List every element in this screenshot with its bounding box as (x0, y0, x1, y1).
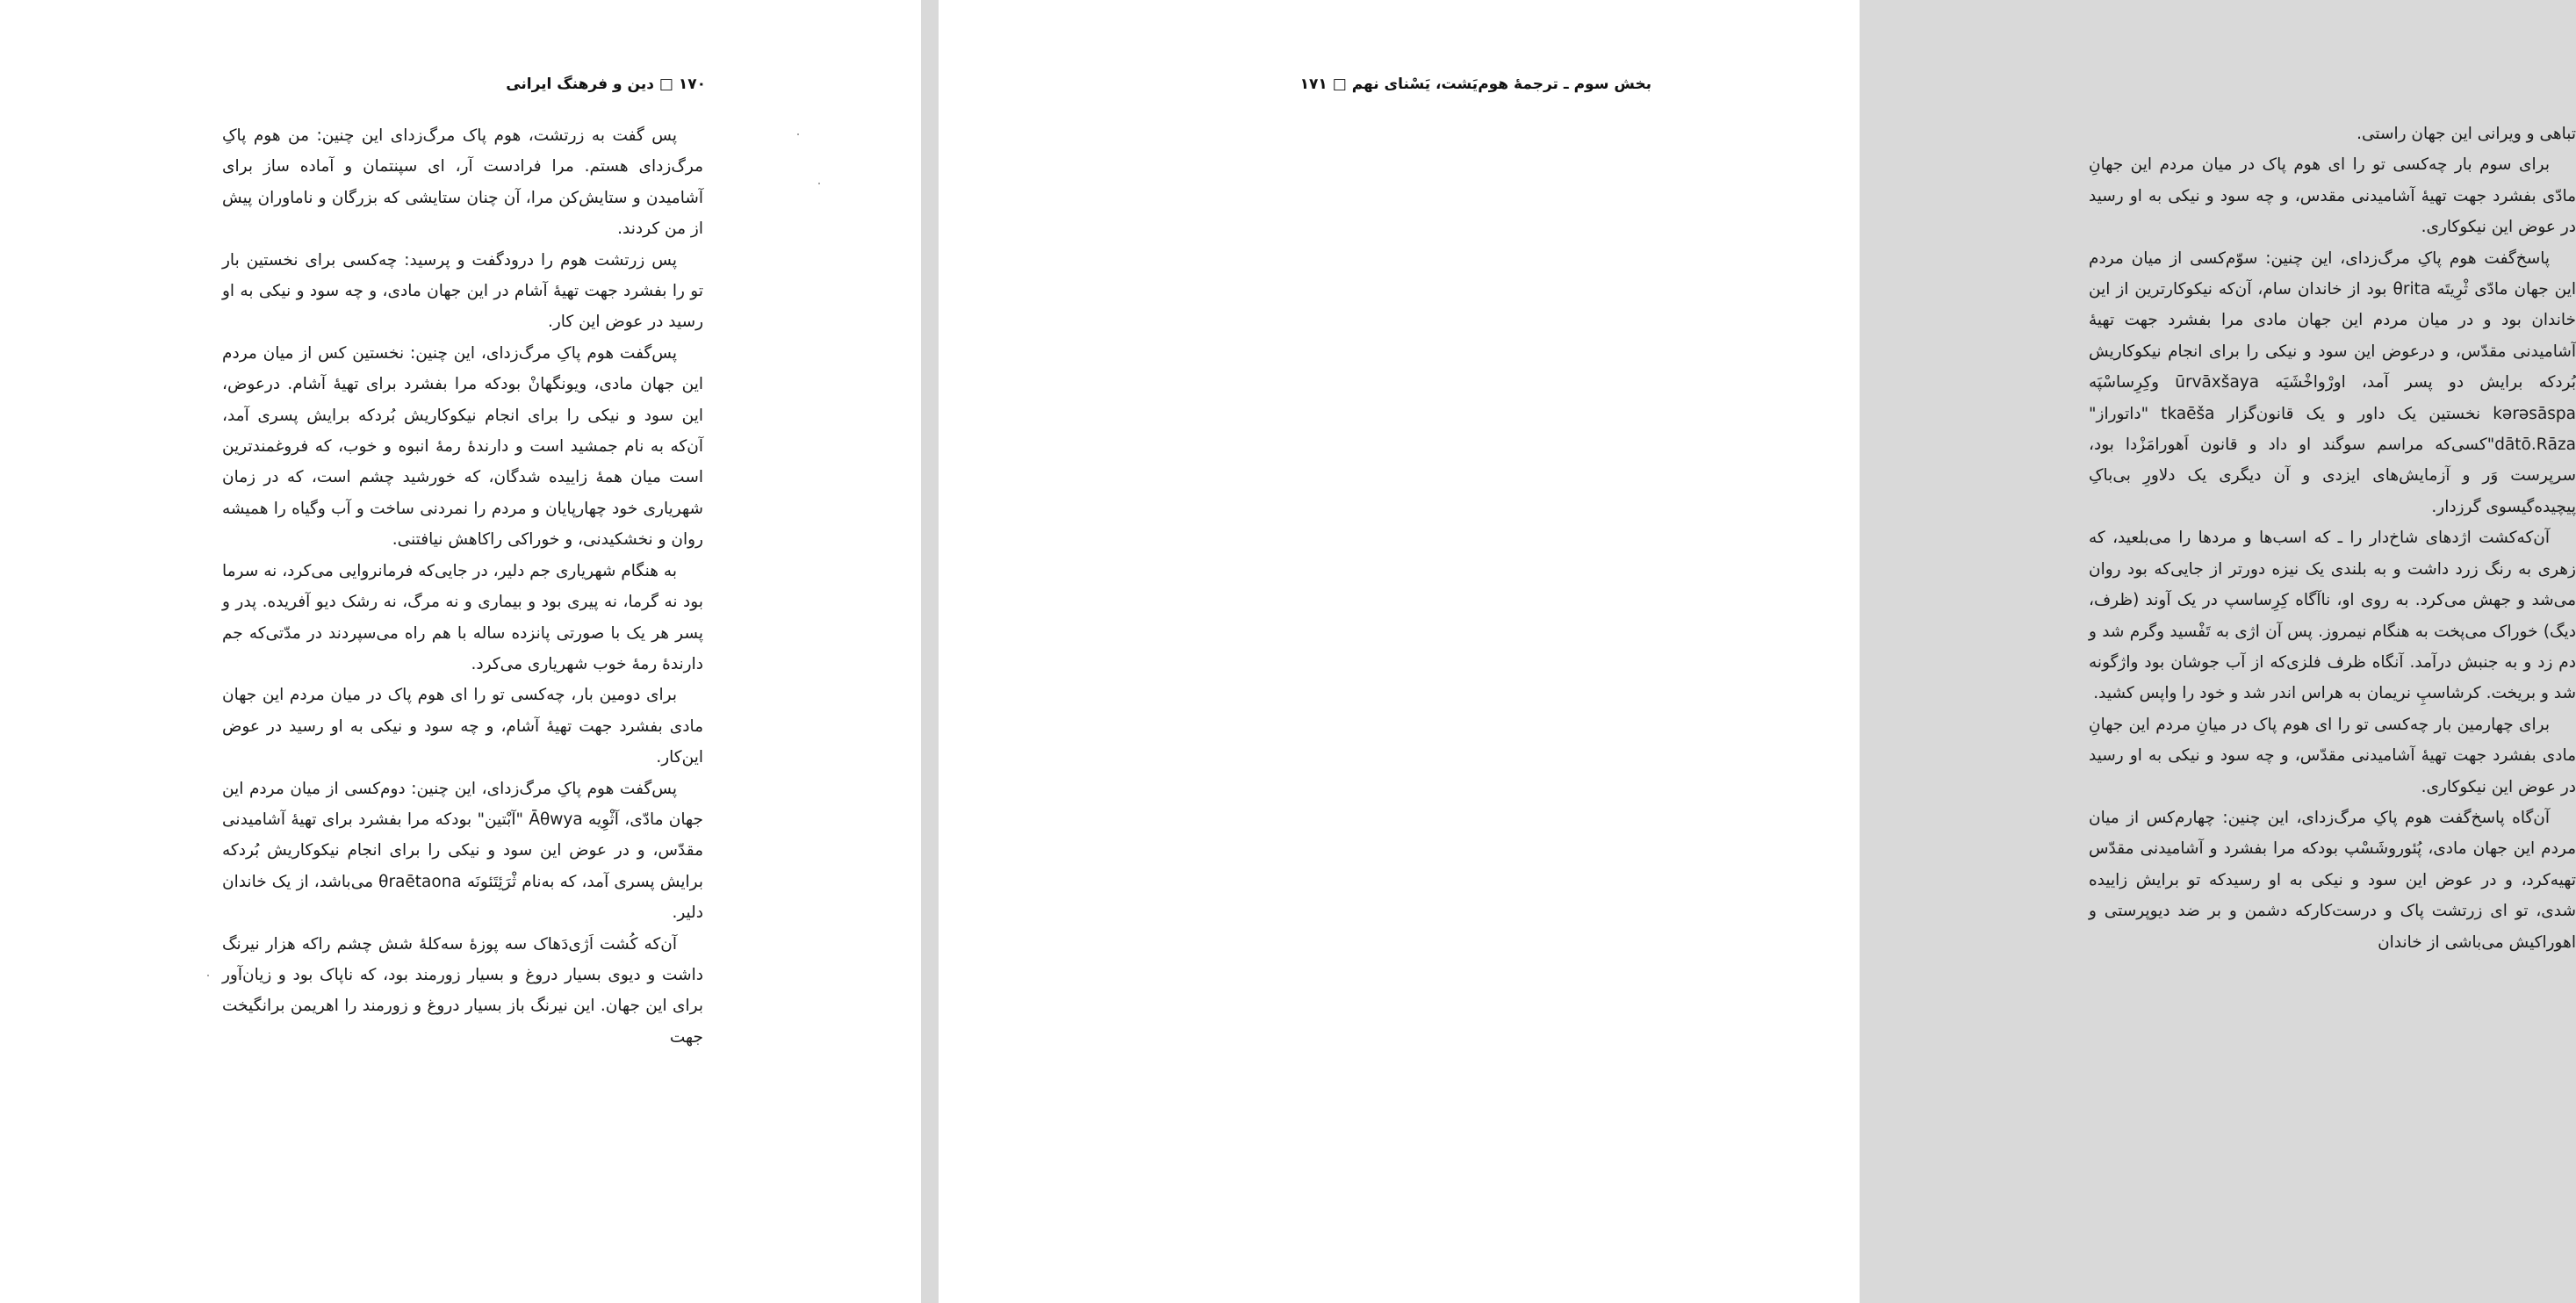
scan-speck (818, 183, 820, 184)
right-page (939, 0, 2576, 1303)
paragraph: پس گفت به زرتشت، هوم پاک مرگ‌زدای این چنین: من هوم پاکِ مرگ‌زدای هستم. مرا فرادست آر، ای سپنتمان و آماده ساز برای آشامیدن و ستایش‌کن مرا، آن چنان ستایشی که بزرگان و ناماوران پیش از من کردند. (222, 126, 703, 239)
scan-speck (207, 975, 209, 976)
paragraph: پس‌گفت هوم پاکِ مرگ‌زدای، این چنین: دوم‌کسی از میان مردم این جهان مادّی، آثْوِیه Āθwya "آبْتین" بودکه مرا بفشرد برای تهیهٔ آشامیدنی مقدّس، و در عوض این سود و نیکی را برای انجام نیکوکاریش بُردکه برایش پسری آمد، که به‌نام ثْرَئِتَئونَه θraētaona می‌باشد، از یک خاندان دلیر. (222, 779, 703, 923)
page-header: بخش سوم ـ ترجمهٔ هوم‌یَشت، یَسْنای نهم □ ۱۷۱ (1299, 76, 1651, 93)
page-body (2089, 119, 2576, 958)
paragraph: برای چهارمین بار چه‌کسی تو را ای هوم پاک در میانِ مردم این جهانِ مادی بفشرد جهت تهیهٔ آشامیدنی مقدّس، و چه سود و نیکی به او رسید در عوض این نیکوکاری. (2089, 715, 2576, 796)
left-page (0, 0, 921, 1303)
paragraph: آن‌که کُشت اَژی‌دَهاک سه پوزهٔ سه‌کلهٔ شش چشم راکه هزار نیرنگ داشت و دیوی بسیار دروغ و بسیار زورمند بود، که ناپاک بود و زیان‌آور برای این جهان. این نیرنگ باز بسیار دروغ و زورمند را اهریمن برانگیخت جهت (222, 934, 703, 1047)
paragraph: پس زرتشت هوم را درودگفت و پرسید: چه‌کسی برای نخستین بار تو را بفشرد جهت تهیهٔ آشام در این جهان مادی، و چه سود و نیکی به او رسید در عوض این کار. (222, 250, 703, 332)
paragraph: آن‌گاه پاسخ‌گفت هوم پاکِ مرگ‌زدای، این چنین: چهارم‌کس از میان مردم این جهان مادی، پُئوروشَسْپ بودکه مرا بفشرد و آشامیدنی مقدّس تهیه‌کرد، و در عوض این سود و نیکی به او رسیدکه تو برایش زاییده شدی، تو ای زرتشت پاک و درست‌کارکه دشمن و بر ضد دیوپرستی و اهوراکیش می‌باشی از خاندان (2089, 808, 2576, 952)
paragraph: به هنگام شهریاری جم دلیر، در جایی‌که فرمانروایی می‌کرد، نه سرما بود نه گرما، نه پیری بود و بیماری و نه مرگ، نه رشک دیو آفریده. پدر و پسر هر یک با صورتی پانزده ساله با هم راه می‌سپردند در مدّتی‌که جم دارندهٔ رمهٔ خوب شهریاری می‌کرد. (222, 561, 703, 673)
scan-speck (797, 133, 799, 135)
page-body (222, 120, 703, 1053)
paragraph: برای دومین بار، چه‌کسی تو را ای هوم پاک در میان مردم این جهان مادی بفشرد جهت تهیهٔ آشام، و چه سود و نیکی به او رسید در عوض این‌کار. (222, 686, 703, 767)
page-header: ۱۷۰ □ دین و فرهنگ ایرانی (506, 76, 706, 93)
paragraph: آن‌که‌کشت اژدهای شاخ‌دار را ـ که اسب‌ها و مردها را می‌بلعید، که زهری به رنگ زرد داشت و به بلندی یک نیزه دورتر از جایی‌که بود روان می‌شد و جهش می‌کرد. به روی او، ناآگاه کِرِساسپ در یک آوند (ظرف، دیگ) خوراک می‌پخت به هنگام نیمروز. پس آن اژی به تَفْسید وگرم شد و دم زد و به جنبش درآمد. آنگاه ظرف فلزی‌که از آب جوشان بود واژگونه شد و بریخت. کرشاسپِ نریمان به هراس اندر شد و خود را واپس کشید. (2089, 529, 2576, 703)
paragraph: تباهی و ویرانی این جهان راستی. (2357, 125, 2576, 143)
paragraph: پس‌گفت هوم پاکِ مرگ‌زدای، این چنین: نخستین کس از میان مردم این جهان مادی، ویونگهانْ بودکه مرا بفشرد برای تهیهٔ آشام. درعوض، این سود و نیکی را برای انجام نیکوکاریش بُردکه برایش پسری آمد، آن‌که به نام جمشید است و دارندهٔ رمهٔ انبوه و خوب، که فروغمندترین است میان همهٔ زاییده شدگان، که خورشید چشم است، که در زمان شهریاری خود چهارپایان و مردم را نمردنی ساخت و آب وگیاه را همیشه روان و نخشکیدنی، و خوراکی راکاهش نیافتنی. (222, 343, 703, 550)
paragraph: برای سوم بار چه‌کسی تو را ای هوم پاک در میان مردم این جهانِ مادّی بفشرد جهت تهیهٔ آشامیدنی مقدس، و چه سود و نیکی به او رسید در عوض این نیکوکاری. (2089, 155, 2576, 237)
paragraph: پاسخ‌گفت هوم پاکِ مرگ‌زدای، این چنین: سوّم‌کسی از میان مردم این جهان مادّی ثْرِیتَه θrita بود از خاندان سام، آن‌که نیکوکارترین از این خاندان بود و در میان مردم این جهان مادی مرا بفشرد جهت تهیهٔ آشامیدنی مقدّس، و درعوض این سود و نیکی را برای انجام نیکوکاریش بُردکه برایش دو پسر آمد، اورْواخْشَیَه ūrvāxšaya وکِرِساسْپَه kərəsāspa نخستین یک داور و یک قانون‌گزار tkaēša "داتوراز" dātō.Rāza"کسی‌که مراسم سوگند او داد و قانون اَهورامَزْدا بود، سرپرست وَر و آزمایش‌های ایزدی و آن دیگری یک دلاورِ بی‌باکِ پیچیده‌گیسوی گرزدار. (2089, 248, 2576, 516)
